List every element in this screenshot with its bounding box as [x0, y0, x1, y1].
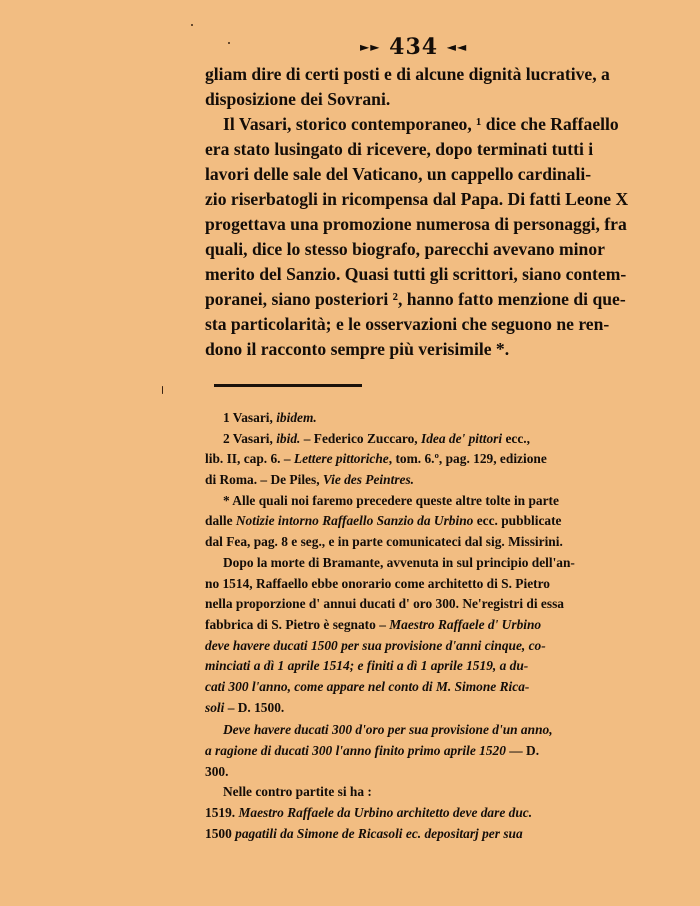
text-run: ecc. pubblicate [473, 513, 562, 529]
page-number-value: 434 [389, 34, 439, 60]
footnote-line [205, 574, 655, 595]
text-run: 300. [205, 763, 229, 779]
text-line: lavori delle sale del Vaticano, un cappello cardinali- [205, 164, 592, 184]
text-line: poranei, siano posteriori ², hanno fatto menzione di que- [205, 289, 626, 309]
footnote-separator-rule [214, 384, 362, 387]
footnote-line [205, 594, 655, 615]
footnote-line [205, 408, 655, 429]
text-run: Dopo la morte di Bramante, avvenuta in sul principio dell'an- [223, 554, 575, 570]
text-line: quali, dice lo stesso biografo, parecchi avevano minor [205, 239, 605, 259]
footnote-line [205, 824, 655, 845]
footnote-line [205, 470, 655, 491]
footnote-line [205, 720, 655, 741]
italic-run: a ragione di ducati 300 l'anno finito primo aprile 1520 [205, 743, 506, 758]
main-text [205, 62, 655, 362]
italic-run: ibid. [276, 430, 301, 446]
italic-run: pagatili da Simone de Ricasoli ec. depositarj per sua [235, 825, 523, 841]
text-run: Nelle contro partite si ha : [223, 784, 372, 800]
text-run: 1500 [205, 825, 236, 841]
text-run: 2 Vasari, [223, 430, 277, 446]
italic-run: Vie des Peintres. [322, 472, 415, 488]
text-run: 1 Vasari, [223, 410, 277, 425]
footnote-line [205, 741, 655, 762]
footnote-line [205, 656, 655, 677]
italic-run: soli [205, 699, 225, 715]
text-run: — D. [505, 743, 540, 758]
footnote-line [205, 615, 655, 636]
footnote-line [205, 677, 655, 698]
footnote-line [205, 511, 655, 532]
text-line: sta particolarità; e le osservazioni che seguono ne ren- [205, 314, 610, 334]
text-run: – Federico Zuccaro, [300, 430, 421, 446]
text-run: * Alle quali noi faremo precedere queste altre tolte in parte [223, 492, 559, 508]
text-line: merito del Sanzio. Quasi tutti gli scrittori, siano contem- [205, 264, 627, 284]
text-line: era stato lusingato di ricevere, dopo terminati tutti i [205, 139, 594, 159]
text-run: di Roma. – De Piles, [205, 472, 323, 488]
page-number-left-mark: ►► [360, 40, 381, 54]
footnote-line [205, 553, 655, 574]
ink-speck [191, 24, 193, 26]
text-run: dal Fea, pag. 8 e seg., e in parte comunicateci dal sig. Missirini. [205, 534, 563, 550]
italic-run: Maestro Raffaele da Urbino architetto deve dare duc. [238, 805, 533, 821]
italic-run: deve havere ducati 1500 per sua provisione d'anni cinque, co- [205, 637, 546, 653]
text-run: nella proporzione d' annui ducati d' oro 300. Ne'registri di essa [205, 596, 564, 612]
italic-run: minciati a dì 1 aprile 1514; e finiti a dì 1 aprile 1519, a du- [205, 658, 529, 674]
text-run: dalle [205, 513, 236, 529]
footnote-line [205, 782, 655, 803]
footnote-line [205, 698, 655, 719]
footnote-line [205, 762, 655, 783]
text-run: no 1514, Raffaello ebbe onorario come architetto di S. Pietro [205, 575, 550, 591]
text-line: dono il racconto sempre più verisimile *. [205, 339, 510, 359]
text-run: – D. 1500. [224, 699, 285, 715]
italic-run: Maestro Raffaele d' Urbino [389, 616, 542, 632]
text-run: ecc., [502, 430, 530, 446]
text-run: , tom. 6.º, pag. 129, edizione [388, 451, 547, 467]
page-number-right-mark: ◄◄ [446, 40, 468, 54]
text-run: 1519. [205, 805, 239, 821]
footnotes [205, 408, 655, 844]
text-line: progettava una promozione numerosa di personaggi, fra [205, 214, 627, 234]
footnote-line [205, 429, 655, 450]
italic-run: Idea de' pittori [421, 430, 503, 446]
footnote-line [205, 491, 655, 512]
text-run: fabbrica di S. Pietro è segnato – [205, 616, 390, 632]
italic-run: Deve havere ducati 300 d'oro per sua provisione d'un anno, [223, 722, 553, 738]
footnote-line [205, 636, 655, 657]
italic-run: ibidem. [276, 410, 317, 425]
text-line: disposizione dei Sovrani. [205, 89, 391, 109]
text-line: Il Vasari, storico contemporaneo, ¹ dice che Raffaello [223, 114, 619, 134]
text-line: zio riserbatogli in ricompensa dal Papa. Di fatti Leone X [205, 189, 629, 209]
footnote-line [205, 449, 655, 470]
footnote-line [205, 803, 655, 824]
footnote-line [205, 532, 655, 553]
ink-speck [162, 386, 163, 394]
text-line: gliam dire di certi posti e di alcune dignità lucrative, a [205, 64, 610, 84]
italic-run: cati 300 l'anno, come appare nel conto di M. Simone Rica- [205, 678, 530, 694]
italic-run: Lettere pittoriche [293, 451, 389, 467]
ink-speck [228, 42, 230, 44]
text-run: lib. II, cap. 6. – [205, 451, 294, 467]
italic-run: Notizie intorno Raffaello Sanzio da Urbino [235, 513, 474, 529]
page-number [360, 34, 480, 60]
